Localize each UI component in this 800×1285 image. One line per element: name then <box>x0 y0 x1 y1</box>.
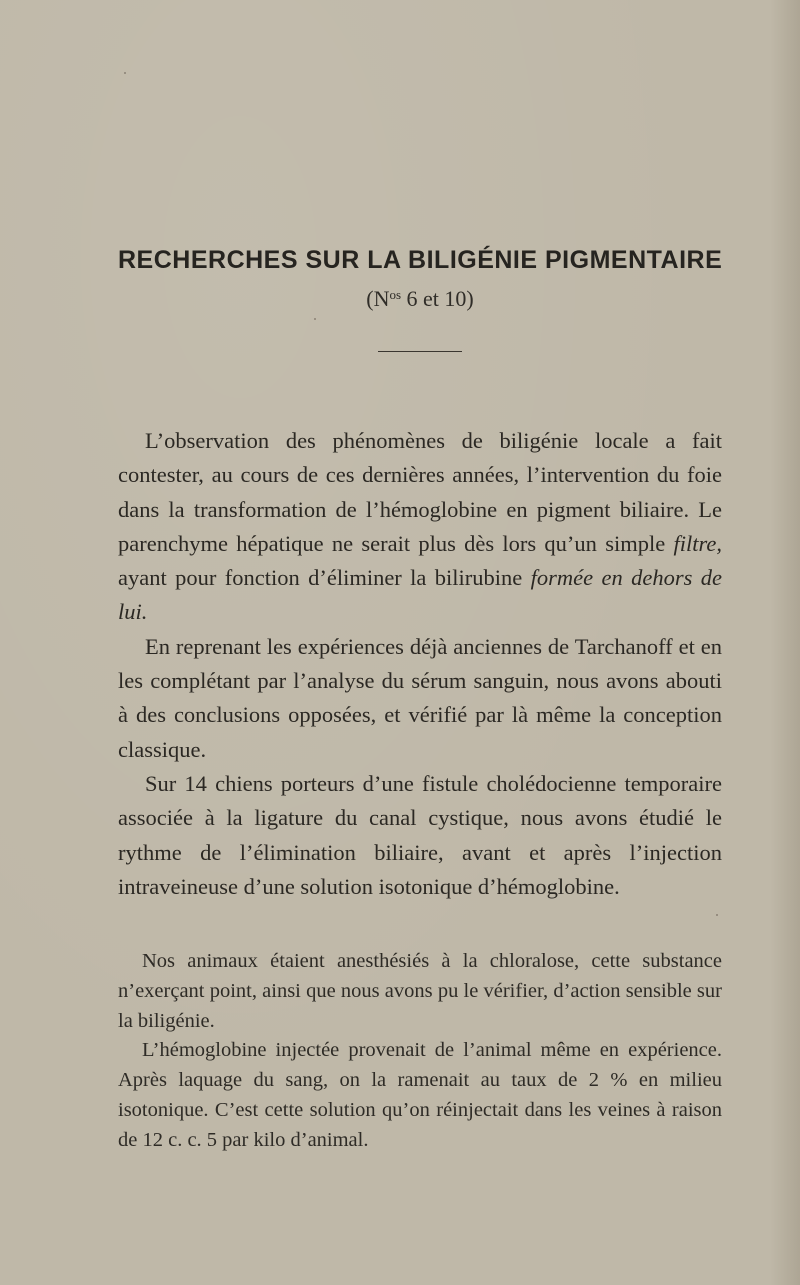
subtitle-superscript: os <box>389 287 402 302</box>
paragraph-1-text-middle: ayant pour fonction d’éliminer la bilirubine <box>118 565 531 591</box>
paragraph-1-text: L’observation des phénomènes de biligénie locale a fait contester, au cours de ces dernières années, l’intervention du foie dans la transformation de l’hémoglobine en pigment biliaire. Le parenchyme hépatique ne serait plus dès lors qu’un simple <box>118 428 722 556</box>
paper-speck <box>314 318 316 320</box>
document-title: RECHERCHES SUR LA BILIGÉNIE PIGMENTAIRE <box>118 246 723 274</box>
main-text <box>118 424 722 904</box>
paper-speck <box>124 72 126 74</box>
small-paragraph-1: Nos animaux étaient anesthésiés à la chloralose, cette substance n’exerçant point, ainsi que nous avons pu le vérifier, d’action sensible sur la biligénie. <box>118 950 722 1032</box>
paragraph-2: En reprenant les expériences déjà anciennes de Tarchanoff et en les complétant par l’analyse du sérum sanguin, nous avons abouti à des conclusions opposées, et vérifié par là même la conception classique. <box>118 633 722 762</box>
title-divider <box>378 351 462 352</box>
paper-speck <box>716 914 718 916</box>
document-subtitle <box>0 286 800 312</box>
paragraph-3: Sur 14 chiens porteurs d’une fistule cholédocienne temporaire associée à la ligature du canal cystique, nous avons étudié le rythme de l’élimination biliaire, avant et après l’injection intraveineuse d’une solution isotonique d’hémoglobine. <box>118 770 722 899</box>
methods-text <box>118 947 722 1156</box>
paragraph-1 <box>118 424 722 630</box>
paragraph-1-italic-dehors: formée en dehors de lui. <box>118 565 722 625</box>
subtitle-prefix: (N <box>366 286 390 311</box>
paragraph-1-italic-filtre: filtre, <box>673 530 722 556</box>
subtitle-suffix: 6 et 10) <box>401 286 474 311</box>
small-paragraph-2: L’hémoglobine injectée provenait de l’animal même en expérience. Après laquage du sang, on la ramenait au taux de 2 % en milieu isotonique. C’est cette solution qu’on réinjectait dans les veines à raison de 12 c. c. 5 par kilo d’animal. <box>118 1039 722 1151</box>
